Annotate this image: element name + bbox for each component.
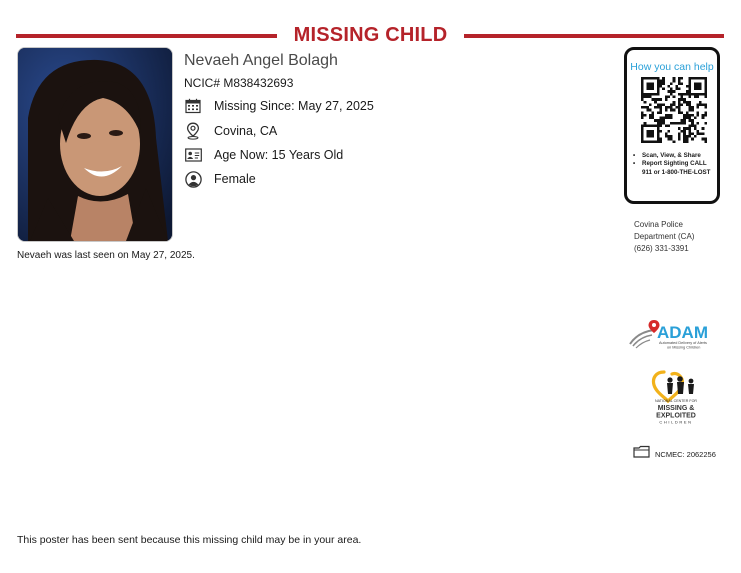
- age-row: [184, 145, 343, 165]
- ncmec-logo-line1: NATIONAL CENTER FOR: [655, 399, 697, 403]
- agency-name-line1: Covina Police: [634, 220, 683, 229]
- ncmec-case-number: NCMEC: 2062256: [655, 449, 716, 459]
- child-photo: [17, 47, 173, 242]
- adam-tagline-1: Automated Delivery of Alerts: [659, 341, 707, 345]
- missing-since: Missing Since: May 27, 2025: [214, 99, 374, 113]
- poster-footer: This poster has been sent because this missing child may be in your area.: [17, 534, 362, 546]
- person-icon: [184, 170, 202, 188]
- agency-contact: [634, 219, 694, 255]
- sex: Female: [214, 172, 256, 186]
- agency-name-line2: Department (CA): [634, 232, 695, 241]
- help-card-title: How you can help: [630, 61, 714, 73]
- agency-phone: (626) 331-3391: [634, 244, 689, 253]
- missing-since-row: [184, 96, 374, 116]
- id-card-icon: [184, 146, 202, 164]
- last-seen-caption: Nevaeh was last seen on May 27, 2025.: [17, 250, 195, 261]
- adam-logo: [628, 318, 720, 354]
- calendar-icon: [184, 97, 202, 115]
- location-pin-icon: [184, 122, 202, 140]
- ncmec-logo-line3: EXPLOITED: [656, 412, 696, 420]
- last-seen-location: Covina, CA: [214, 124, 278, 138]
- ncic-number: NCIC# M838432693: [184, 76, 294, 90]
- help-card-list: [633, 152, 713, 177]
- help-card: [624, 47, 720, 204]
- child-name: Nevaeh Angel Bolagh: [184, 52, 338, 69]
- ncmec-logo-line4: CHILDREN: [659, 419, 693, 425]
- adam-tagline-2: on Missing Children: [667, 345, 701, 350]
- location-row: [184, 121, 277, 141]
- folder-icon: [633, 445, 650, 463]
- ncmec-logo-line2: MISSING &: [657, 405, 695, 412]
- qr-code[interactable]: [641, 77, 707, 143]
- header-rule-left: [16, 34, 277, 38]
- list-item: • Report Sighting CALL 911 or 1-800-THE-LOST: [633, 160, 711, 176]
- adam-logo-text: ADAM: [657, 323, 708, 342]
- header-rule-right: [464, 34, 724, 38]
- ncmec-case: [633, 445, 716, 463]
- poster-title: MISSING CHILD: [293, 24, 448, 46]
- sex-row: [184, 169, 256, 189]
- list-item: • Scan, View, & Share: [633, 152, 701, 159]
- ncmec-logo: [648, 368, 704, 428]
- age-now: Age Now: 15 Years Old: [214, 148, 344, 162]
